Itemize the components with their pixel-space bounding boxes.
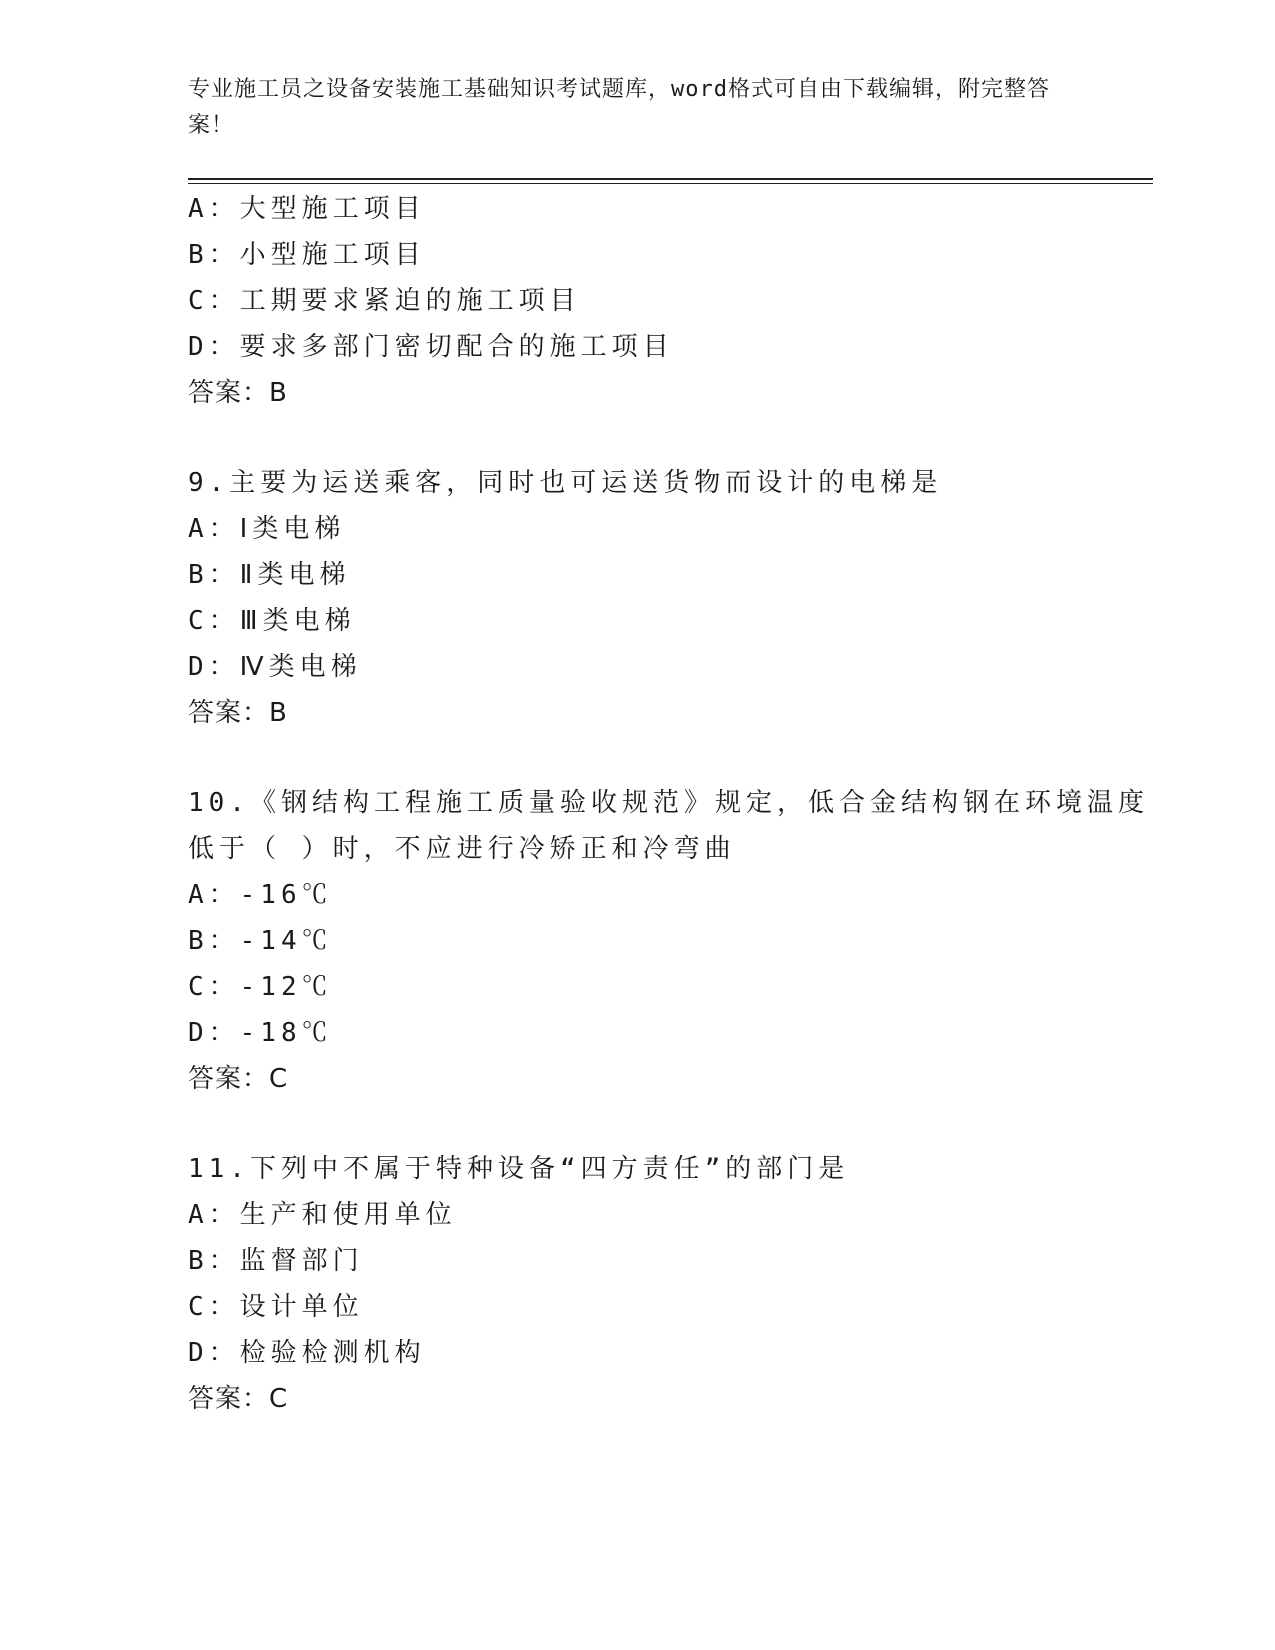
- option-c: C：-12℃: [188, 972, 333, 1002]
- option-c: C：Ⅲ类电梯: [188, 606, 356, 636]
- option-d: D：要求多部门密切配合的施工项目: [188, 332, 674, 362]
- answer-label: 答案：C: [188, 1064, 289, 1094]
- question-10: [188, 780, 1148, 1102]
- option-b: B：监督部门: [188, 1246, 364, 1276]
- header-divider-bottom: [188, 183, 1153, 184]
- question-text-line-1: 10.《钢结构工程施工质量验收规范》规定，低合金结构钢在环境温度: [188, 788, 1149, 818]
- option-c: C：工期要求紧迫的施工项目: [188, 286, 581, 316]
- question-11: [188, 1146, 1148, 1422]
- document-intro: 专业施工员之设备安装施工基础知识考试题库，word格式可自由下载编辑，附完整答案！: [188, 77, 1050, 138]
- answer-label: 答案：B: [188, 698, 288, 728]
- option-c: C：设计单位: [188, 1292, 364, 1322]
- header-divider-top: [188, 178, 1153, 180]
- question-text: 9.主要为运送乘客，同时也可运送货物而设计的电梯是: [188, 468, 943, 498]
- answer-label: 答案：B: [188, 378, 288, 408]
- answer-label: 答案：C: [188, 1384, 289, 1414]
- question-list: [188, 186, 1148, 1422]
- option-a: A：-16℃: [188, 880, 333, 910]
- question-8: [188, 186, 1148, 416]
- question-text-line-2: 低于（ ）时，不应进行冷矫正和冷弯曲: [188, 834, 736, 864]
- question-text: 11.下列中不属于特种设备“四方责任”的部门是: [188, 1154, 850, 1184]
- option-d: D：-18℃: [188, 1018, 333, 1048]
- question-9: [188, 460, 1148, 736]
- option-b: B：-14℃: [188, 926, 333, 956]
- option-d: D：检验检测机构: [188, 1338, 426, 1368]
- option-a: A：生产和使用单位: [188, 1200, 457, 1230]
- option-b: B：小型施工项目: [188, 240, 426, 270]
- option-d: D：Ⅳ类电梯: [188, 652, 362, 682]
- option-a: A：大型施工项目: [188, 194, 426, 224]
- option-b: B：Ⅱ类电梯: [188, 560, 351, 590]
- option-a: A：Ⅰ类电梯: [188, 514, 346, 544]
